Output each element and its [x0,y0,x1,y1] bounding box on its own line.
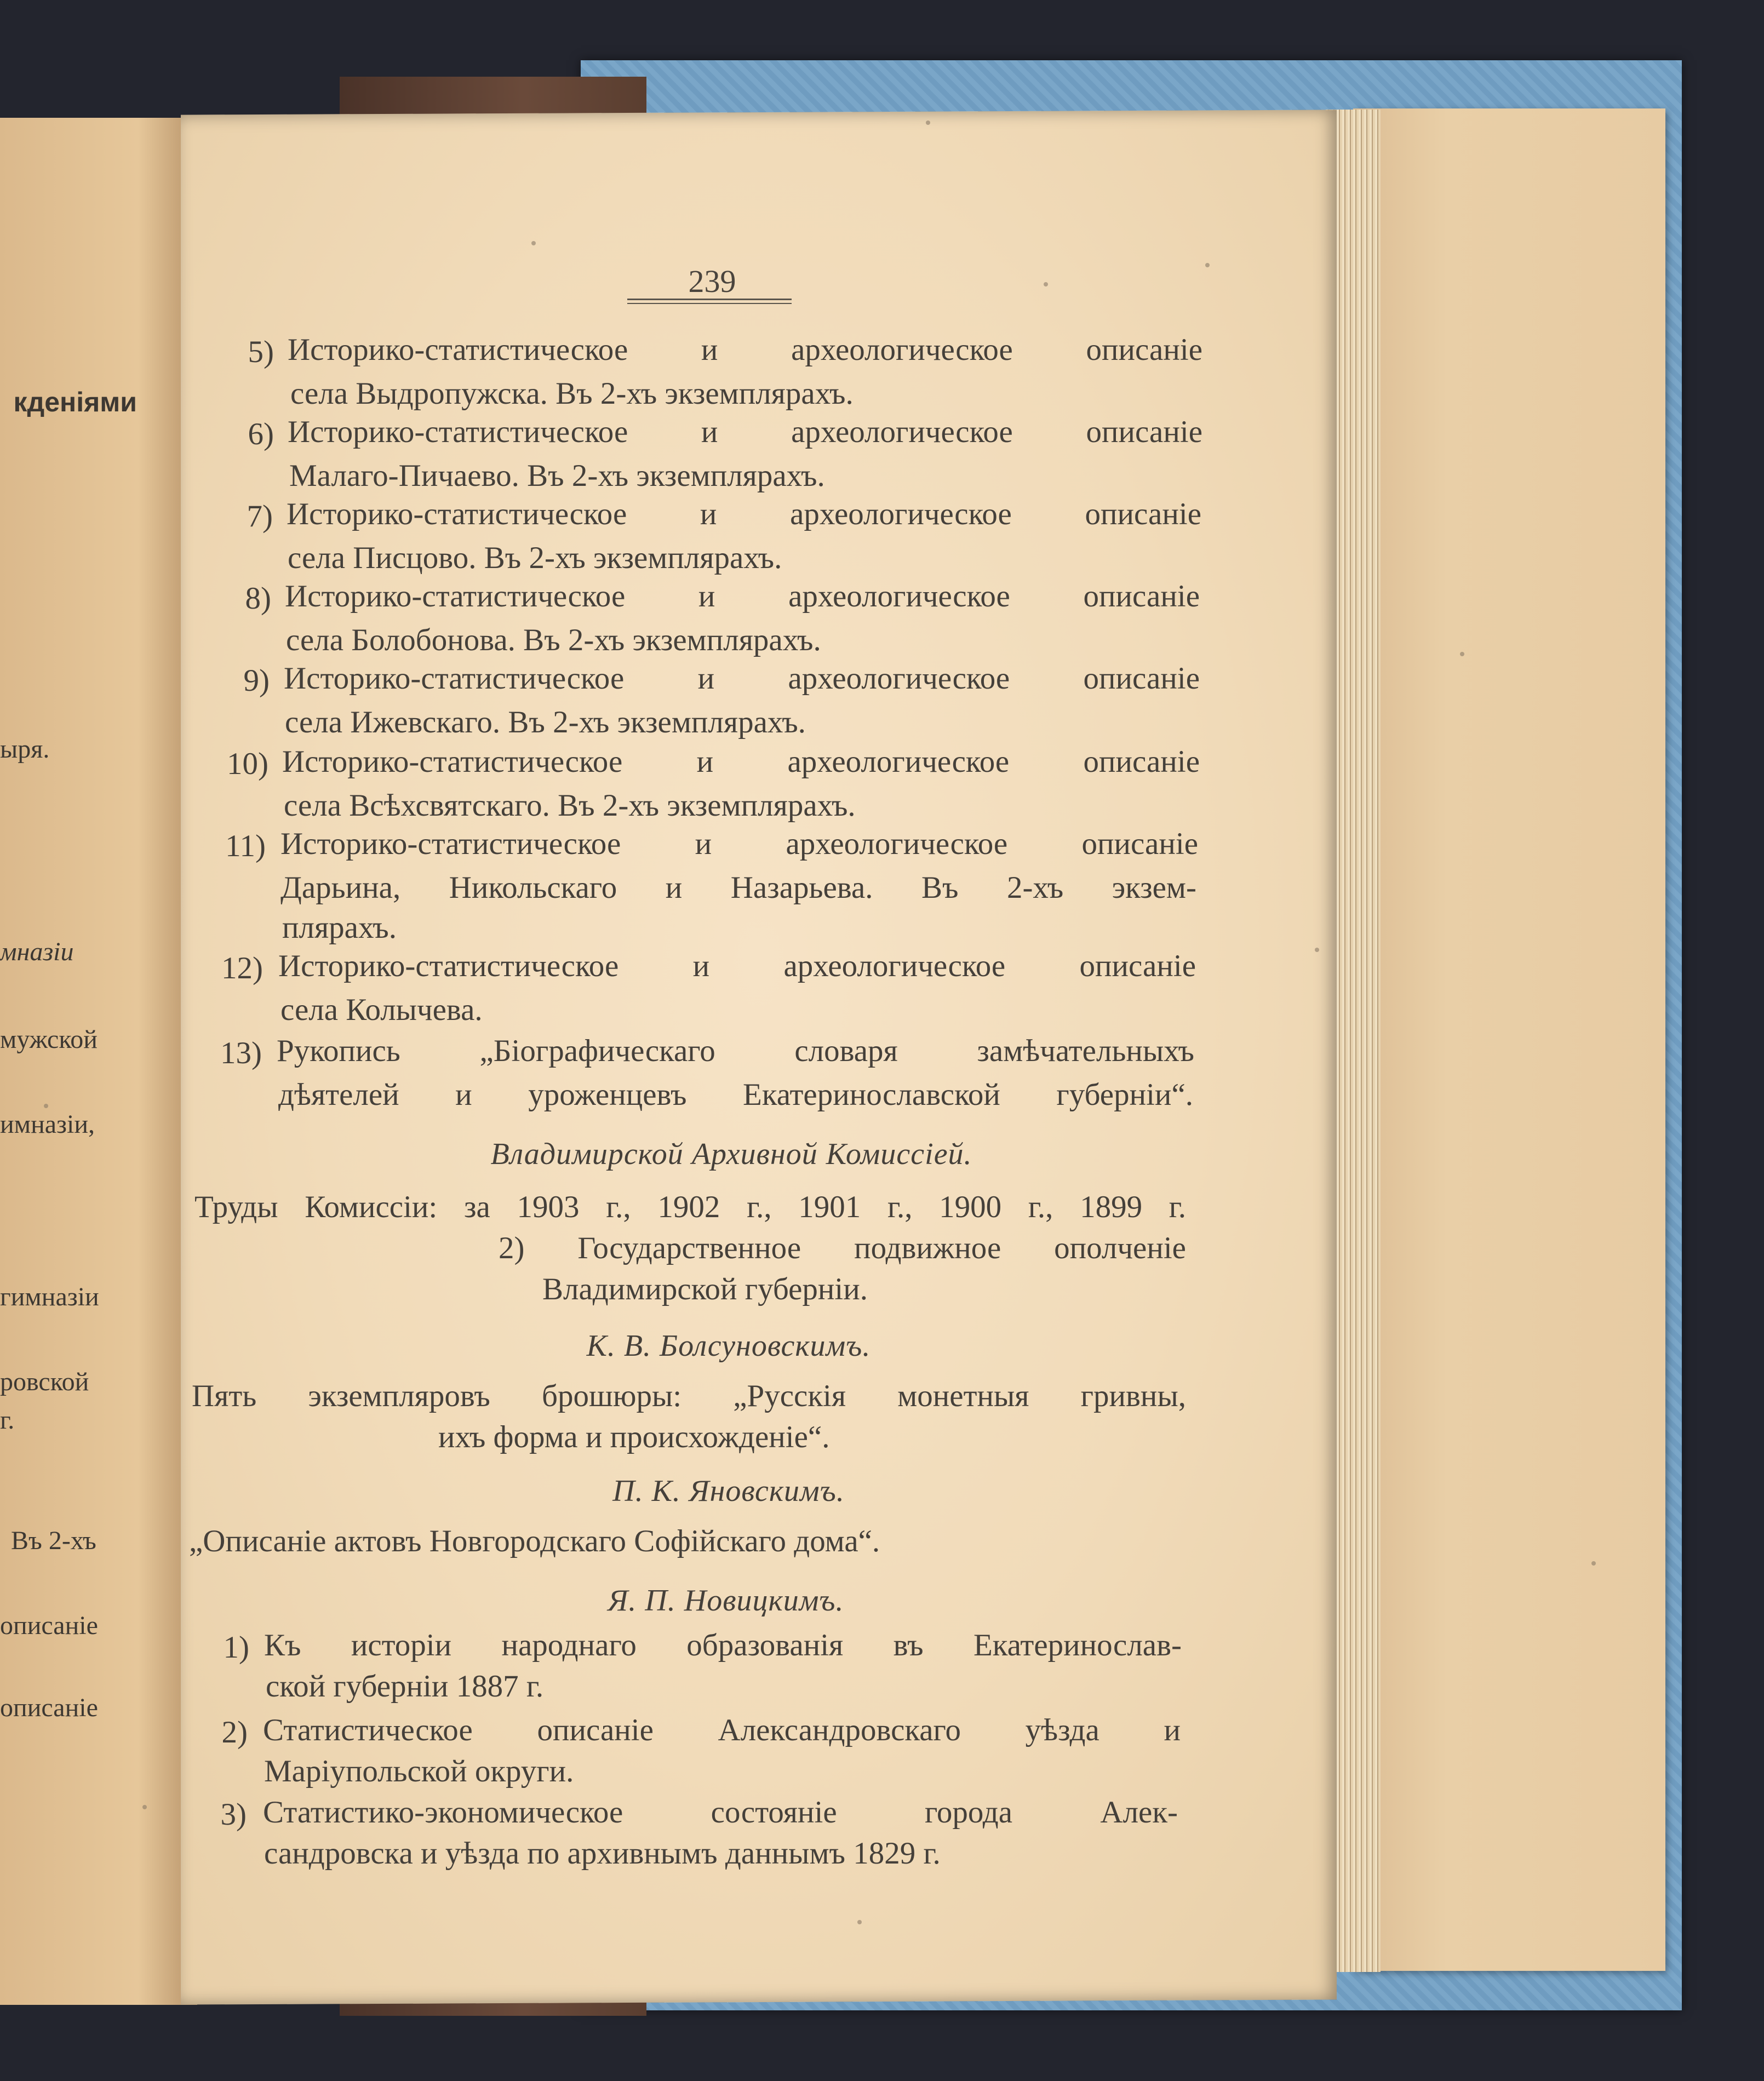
item-number: 3) [220,1797,247,1832]
item-number: 12) [221,951,263,985]
item-line: Статистико-экономическое состояніе города Алек- [263,1795,1178,1830]
item-line: сандровска и уѣзда по архивнымъ даннымъ 1829 г. [264,1836,941,1871]
item-line: села Выдропужска. Въ 2-хъ экземплярахъ. [290,376,854,411]
item-line: Историко-статистическое и археологическое описаніе [285,579,1200,614]
item-line: Историко-статистическое и археологическое описаніе [282,744,1200,779]
next-page [1353,108,1665,1971]
section-heading: К. В. Болсуновскимъ. [586,1329,871,1363]
item-line: села Всѣхсвятскаго. Въ 2-хъ экземплярахъ. [284,788,856,823]
item-number: 5) [248,335,274,369]
item-line: села Ижевскаго. Въ 2-хъ экземплярахъ. [285,705,806,739]
page-number: 239 [688,263,736,299]
section-line: 2) Государственное подвижное ополченіе [499,1231,1186,1265]
item-number: 10) [227,747,268,781]
section-line: Пять экземпляровъ брошюры: „Русскія монетныя гривны, [192,1379,1186,1413]
item-line: дѣятелей и уроженцевъ Екатеринославской губерніи“. [278,1077,1193,1112]
section-line: „Описаніе актовъ Новгородскаго Софійскаго дома“. [189,1524,880,1558]
item-line: села Колычева. [280,993,483,1027]
item-line: Маріупольской округи. [264,1754,574,1788]
item-line: Историко-статистическое и археологическое описаніе [288,332,1202,367]
section-heading: Владимирской Архивной Комиссіей. [490,1137,972,1171]
section-line: Владимирской губерніи. [542,1272,868,1306]
left-fragment-11: описаніе [0,1693,98,1722]
item-number: 9) [243,663,270,698]
section-line: ихъ форма и происхожденіе“. [438,1420,830,1454]
section-heading: П. К. Яновскимъ. [612,1474,845,1508]
left-fragment-7: ровской [0,1367,89,1396]
left-fragment-8: г. [0,1406,15,1435]
left-fragment-5: имназіи, [0,1110,95,1139]
item-line: плярахъ. [282,910,397,945]
item-line: Статистическое описаніе Александровскаго уѣзда и [263,1713,1181,1747]
item-number: 7) [247,499,273,534]
page-number-rule [627,299,792,304]
item-line: Историко-статистическое и археологическое описаніе [284,661,1200,696]
item-number: 8) [245,581,271,616]
item-line: Историко-статистическое и археологическое описаніе [278,949,1196,983]
item-number: 13) [220,1036,262,1070]
item-number: 6) [248,417,274,451]
item-line: Дарьина, Никольскаго и Назарьева. Въ 2-хъ экзем- [280,870,1196,905]
item-line: Историко-статистическое и археологическое описаніе [287,497,1201,531]
left-fragment-1: кденіями [13,387,137,417]
left-fragment-6: гимназіи [0,1282,99,1311]
left-fragment-10: описаніе [0,1611,98,1640]
item-line: Историко-статистическое и археологическое описаніе [288,415,1202,449]
item-line: Малаго-Пичаево. Въ 2-хъ экземплярахъ. [289,458,825,493]
item-number: 2) [221,1715,248,1750]
item-number: 1) [223,1630,249,1665]
item-line: Къ исторіи народнаго образованія въ Екатеринослав- [264,1628,1182,1662]
left-fragment-9: Въ 2-хъ [11,1526,96,1555]
item-number: 11) [225,829,266,863]
item-line: ской губерніи 1887 г. [266,1669,544,1704]
left-page [0,118,197,2005]
item-line: села Писцово. Въ 2-хъ экземплярахъ. [288,541,782,575]
item-line: Историко-статистическое и археологическое описаніе [280,827,1198,861]
left-fragment-4: мужской [0,1025,98,1054]
left-fragment-3: мназіи [0,937,74,966]
item-line: села Болобонова. Въ 2-хъ экземплярахъ. [286,623,821,657]
left-fragment-2: ыря. [0,735,50,764]
section-heading: Я. П. Новицкимъ. [608,1584,844,1618]
item-line: Рукопись „Біографическаго словаря замѣчательныхъ [277,1034,1194,1068]
section-line: Труды Комиссіи: за 1903 г., 1902 г., 1901 г., 1900 г., 1899 г. [194,1190,1186,1224]
